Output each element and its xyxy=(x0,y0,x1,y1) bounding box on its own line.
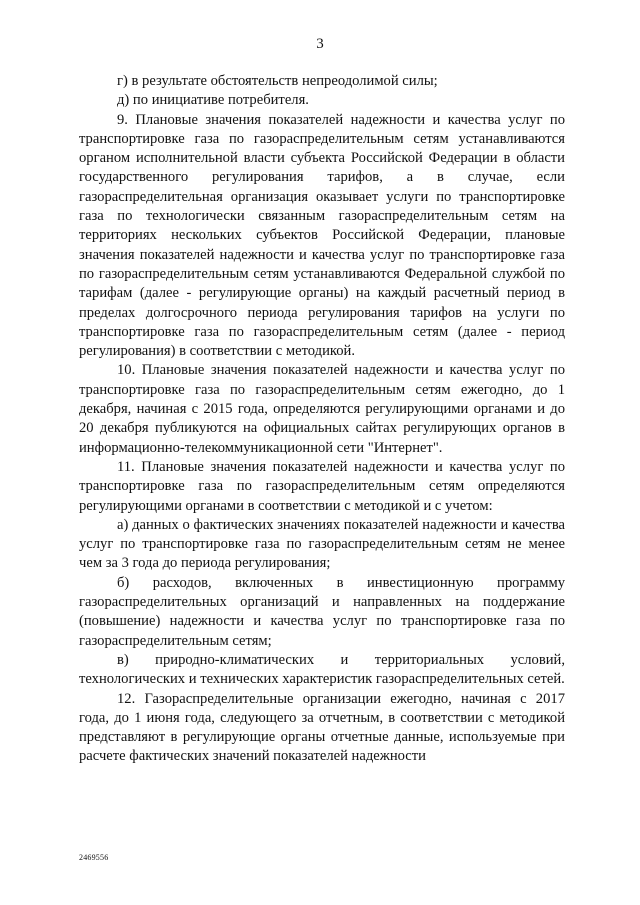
list-item-d: д) по инициативе потребителя. xyxy=(117,92,309,109)
paragraph-12: 12. Газораспределительные организации ежегодно, начиная с 2017 года, до 1 июня года, следующего за отчетным, в соответствии с методикой представляют в регулирующие органы отчетные данные, используемые при расчете фактических значений показателей надежности xyxy=(79,690,565,765)
paragraph-10: 10. Плановые значения показателей надежности и качества услуг по транспортировке газа по газораспределительным сетям ежегодно, до 1 декабря, начиная с 2015 года, определяются регулирующими органами и до 20 декабря публикуются на официальных сайтах регулирующих органов в информационно-телекоммуникационной сети "Интернет". xyxy=(79,362,565,456)
paragraph-11: 11. Плановые значения показателей надежности и качества услуг по транспортировке газа по газораспределительным сетям определяются регулирующими органами в соответствии с методикой и с учетом: xyxy=(79,458,565,514)
paragraph-9: 9. Плановые значения показателей надежности и качества услуг по транспортировке газа по газораспределительным сетям устанавливаются органом исполнительной власти субъекта Российской Федерации в области государственного регулирования тарифов, а в случае, если газораспределительная организация оказывает услуги по транспортировке газа по технологически связанным газораспределительным сетям на территориях нескольких субъектов Российской Федерации, плановые значения показателей надежности и качества услуг по транспортировке газа по газораспределительным сетям устанавливаются Федеральной службой по тарифам (далее - регулирующие органы) на каждый расчетный период в пределах долгосрочного периода регулирования тарифов на услуги по транспортировке газа по газораспределительным сетям (далее - период регулирования) в соответствии с методикой. xyxy=(79,111,565,360)
document-body xyxy=(79,72,565,767)
document-code: 2469556 xyxy=(79,853,109,862)
list-item-g: г) в результате обстоятельств непреодолимой силы; xyxy=(117,73,438,89)
list-item-v: в) природно-климатических и территориальных условий, технологических и технических характеристик газораспределительных сетей. xyxy=(79,651,565,688)
page-number: 3 xyxy=(316,36,324,52)
list-item-b: б) расходов, включенных в инвестиционную программу газораспределительных организаций и направленных на поддержание (повышение) надежности и качества услуг по транспортировке газа по газораспределительным сетям; xyxy=(79,574,565,649)
list-item-a: а) данных о фактических значениях показателей надежности и качества услуг по транспортировке газа по газораспределительным сетям не менее чем за 3 года до периода регулирования; xyxy=(79,516,565,572)
